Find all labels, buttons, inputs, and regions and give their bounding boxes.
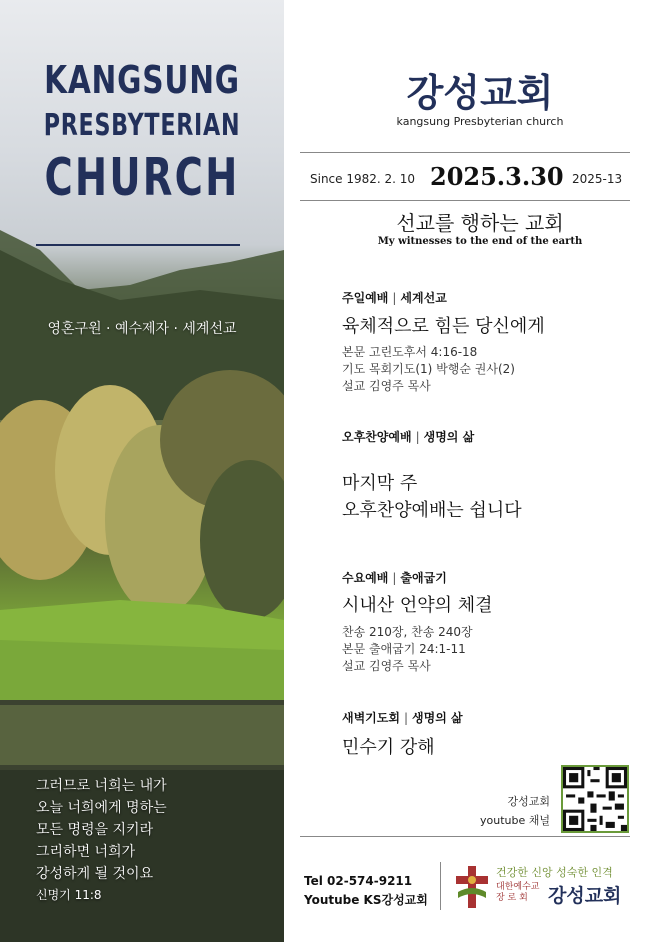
detail-line: 찬송 210장, 찬송 240장 (342, 625, 473, 639)
divider (300, 200, 630, 201)
denomination-line: 대한예수교 (496, 882, 540, 892)
landscape-photo-panel (0, 0, 284, 942)
since-date: Since 1982. 2. 10 (310, 172, 416, 186)
detail-line: 설교 김영주 목사 (342, 379, 431, 393)
theme-subtitle: My witnesses to the end of the earth (377, 236, 583, 247)
youtube-channel: Youtube KS강성교회 (304, 893, 428, 907)
denomination-line: 장 로 회 (496, 893, 528, 903)
qr-label-line: youtube 채널 (480, 814, 550, 827)
detail-line: 본문 고린도후서 4:16-18 (342, 345, 478, 359)
verse-reference: 신명기 11:8 (36, 888, 102, 902)
section-header: 수요예배 | 출애굽기 (342, 571, 447, 585)
verse-line: 모든 명령을 지키라 (36, 822, 154, 838)
detail-line: 설교 김영주 목사 (342, 659, 431, 673)
service-name: 새벽기도회 (342, 711, 400, 725)
section-header: 오후찬양예배 | 생명의 삶 (342, 430, 475, 444)
logo-church-name: 강성교회 (548, 885, 622, 907)
divider (440, 862, 441, 910)
divider (36, 244, 240, 246)
verse-line: 그리하면 너희가 (36, 844, 136, 860)
telephone: Tel 02-574-9211 (304, 874, 413, 888)
english-name-line-1: KANGSUNG (44, 58, 240, 102)
series-name: 생명의 삶 (423, 430, 475, 444)
theme-title: 선교를 행하는 교회 (396, 211, 564, 235)
sermon-title: 시내산 언약의 체결 (342, 595, 493, 616)
english-name-line-2: PRESBYTERIAN (43, 108, 241, 143)
sermon-title: 마지막 주 (342, 473, 418, 494)
qr-label (470, 792, 550, 830)
sermon-title: 민수기 강해 (342, 737, 435, 758)
verse-line: 강성하게 될 것이요 (36, 866, 154, 882)
service-details (342, 624, 473, 675)
sermon-title: 오후찬양예배는 쉽니다 (342, 500, 522, 521)
series-name: 출애굽기 (400, 571, 447, 585)
denomination (496, 882, 539, 904)
detail-line: 기도 목회기도(1) 박행순 권사(2) (342, 362, 515, 376)
service-details (342, 344, 515, 395)
service-name: 수요예배 (342, 571, 389, 585)
series-name: 생명의 삶 (412, 711, 463, 725)
service-name: 주일예배 (342, 291, 389, 305)
section-header: 주일예배 | 세계선교 (342, 291, 447, 305)
motto: 영혼구원 · 예수제자 · 세계선교 (47, 321, 237, 337)
qr-code[interactable] (561, 765, 629, 833)
church-name-english: kangsung Presbyterian church (396, 115, 564, 128)
series-name: 세계선교 (400, 291, 447, 305)
section-header: 새벽기도회 | 생명의 삶 (342, 711, 463, 725)
sermon-title: 육체적으로 힘든 당신에게 (342, 316, 545, 337)
verse-line: 그러므로 너희는 내가 (36, 778, 167, 794)
verse-line: 오늘 너희에게 명하는 (36, 800, 167, 816)
scripture-verse (36, 775, 167, 885)
church-name: 강성교회 (406, 71, 554, 115)
contact-info (304, 872, 428, 910)
slogan: 건강한 신앙 성숙한 인격 (496, 866, 613, 879)
divider (300, 836, 630, 837)
service-name: 오후찬양예배 (342, 430, 412, 444)
qr-label-line: 강성교회 (507, 795, 550, 808)
cross-logo-icon (452, 862, 492, 910)
issue-number: 2025-13 (572, 172, 623, 186)
qr-code-icon (563, 767, 627, 831)
detail-line: 본문 출애굽기 24:1-11 (342, 642, 466, 656)
english-name-line-3: CHURCH (44, 148, 240, 208)
bulletin-date: 2025.3.30 (430, 162, 564, 191)
divider (300, 152, 630, 153)
